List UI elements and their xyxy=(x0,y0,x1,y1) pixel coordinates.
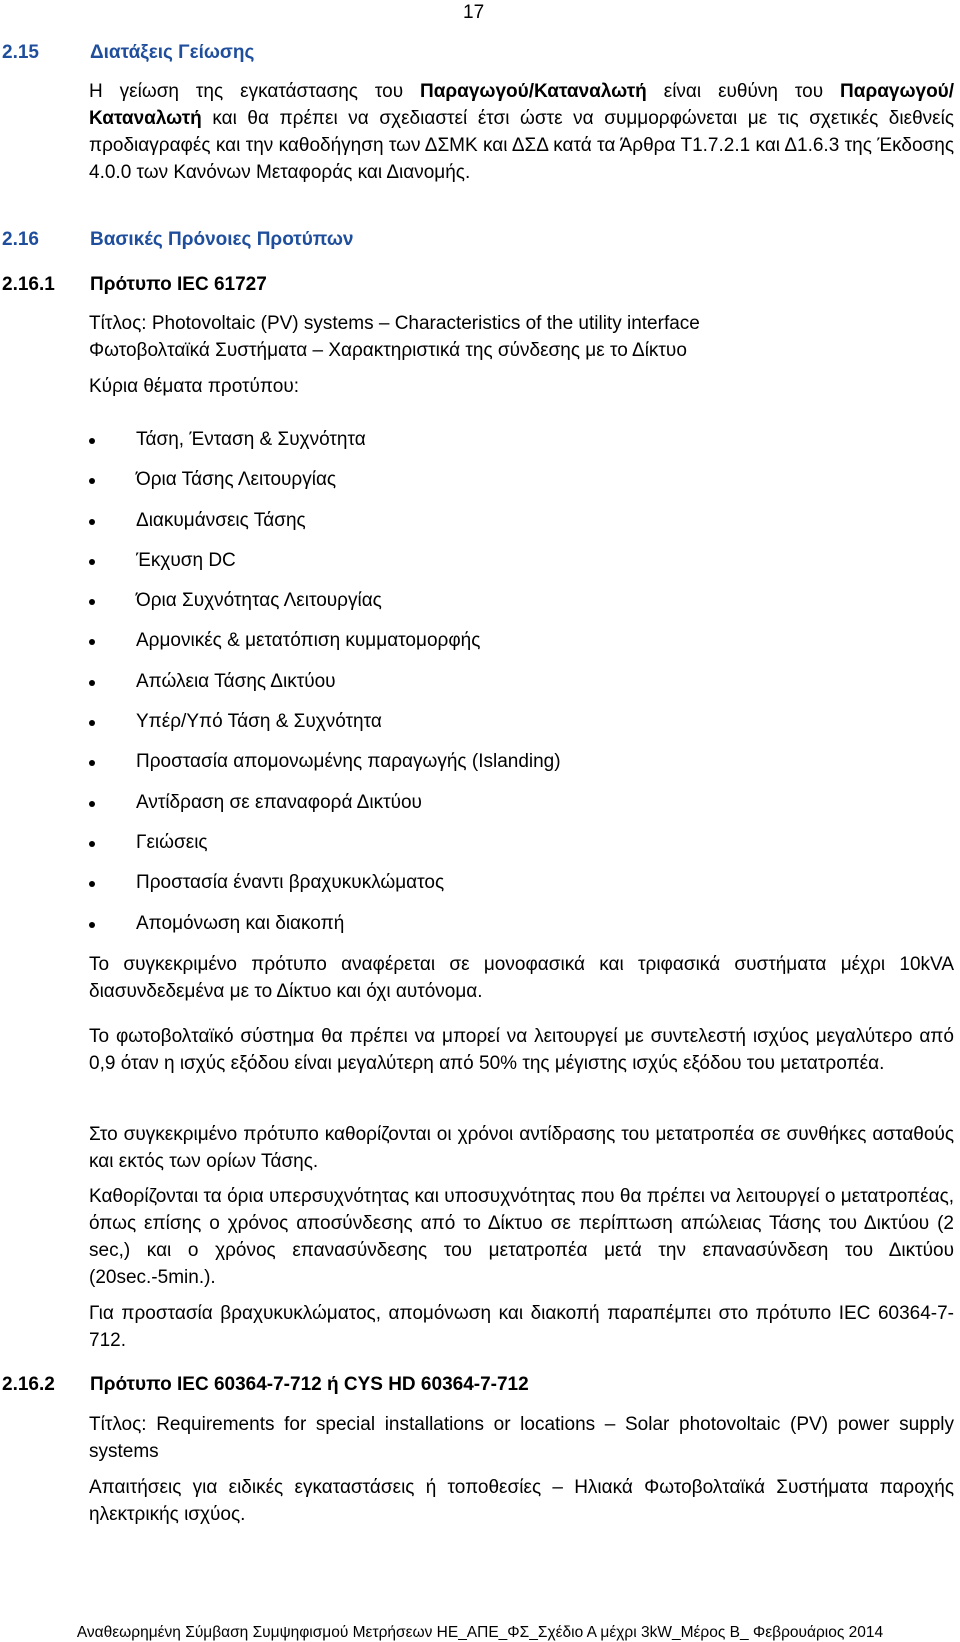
list-item: Απώλεια Τάσης Δικτύου xyxy=(89,668,561,708)
list-item: Τάση, Ένταση & Συχνότητα xyxy=(89,426,561,466)
bullet-icon xyxy=(89,922,95,928)
standard-title-en: Τίτλος: Photovoltaic (PV) systems – Characteristics of the utility interface xyxy=(89,313,700,334)
subsection-title: Πρότυπο IEC 60364-7-712 ή CYS HD 60364-7-712 xyxy=(90,1374,529,1395)
section-heading-2-16 xyxy=(2,229,353,251)
subsection-number: 2.16.2 xyxy=(2,1374,55,1395)
subsection-heading-2-16-2 xyxy=(2,1374,529,1396)
section-number: 2.15 xyxy=(2,42,39,63)
text-run: είναι ευθύνη του xyxy=(646,81,841,102)
subsection-heading-2-16-1 xyxy=(2,274,267,296)
page-footer: Αναθεωρημένη Σύμβαση Συμψηφισμού Μετρήσεων ΗΕ_ΑΠΕ_ΦΣ_Σχέδιο Α μέχρι 3kW_Μέρος Β_ Φεβρουάριος 2014 xyxy=(76,1624,884,1641)
bullet-icon xyxy=(89,478,95,484)
subsection-number: 2.16.1 xyxy=(2,274,55,295)
list-item: Προστασία απομονωμένης παραγωγής (Islanding) xyxy=(89,748,561,788)
bullet-icon xyxy=(89,680,95,686)
grounding-paragraph xyxy=(89,78,954,186)
list-item: Όρια Τάσης Λειτουργίας xyxy=(89,466,561,506)
frequency-limits-paragraph: Καθορίζονται τα όρια υπερσυχνότητας και υποσυχνότητας που θα πρέπει να λειτουργεί ο μετατροπέας, όπως επίσης ο χρόνος αποσύνδεσης από το Δίκτυο σε περίπτωση απώλειας Τάσης του Δικτύου (2 sec,) και ο χρόνος επανασύνδεσης του μετατροπέα μετά την επανασύνδεση του Δικτύου (20sec.-5min.). xyxy=(89,1186,954,1288)
topics-label: Κύρια θέματα προτύπου: xyxy=(89,376,300,397)
section-title: Βασικές Πρόνοιες Προτύπων xyxy=(90,229,354,250)
subsection-title: Πρότυπο IEC 61727 xyxy=(90,274,267,295)
bullet-icon xyxy=(89,720,95,726)
bullet-icon xyxy=(89,519,95,525)
list-item: Προστασία έναντι βραχυκυκλώματος xyxy=(89,869,561,909)
list-item: Όρια Συχνότητας Λειτουργίας xyxy=(89,587,561,627)
list-item: Γειώσεις xyxy=(89,829,561,869)
list-item: Αρμονικές & μετατόπιση κυμματομορφής xyxy=(89,627,561,667)
power-factor-paragraph: Το φωτοβολταϊκό σύστημα θα πρέπει να μπορεί να λειτουργεί με συντελεστή ισχύος μεγαλύτερο από 0,9 όταν η ισχύς εξόδου είναι μεγαλύτερη από 50% της μέγιστης ισχύς εξόδου του μετατροπέα. xyxy=(89,1026,954,1074)
bullet-icon xyxy=(89,841,95,847)
scope-paragraph: Το συγκεκριμένο πρότυπο αναφέρεται σε μονοφασικά και τριφασικά συστήματα μέχρι 10kVA διασυνδεδεμένα με το Δίκτυο και όχι αυτόνομα. xyxy=(89,954,954,1002)
response-time-paragraph: Στο συγκεκριμένο πρότυπο καθορίζονται οι χρόνοι αντίδρασης του μετατροπέα σε συνθήκες ασταθούς και εκτός των ορίων Τάσης. xyxy=(89,1124,954,1172)
list-item: Αντίδραση σε επαναφορά Δικτύου xyxy=(89,789,561,829)
section-heading-2-15 xyxy=(2,42,254,64)
standard-title-en: Τίτλος: Requirements for special installations or locations – Solar photovoltaic (PV) power supply systems xyxy=(89,1414,954,1462)
section-number: 2.16 xyxy=(2,229,39,250)
list-item: Διακυμάνσεις Τάσης xyxy=(89,507,561,547)
bullet-icon xyxy=(89,639,95,645)
bold-term: Παραγωγού/Καταναλωτή xyxy=(420,81,647,102)
text-run: Η γείωση της εγκατάστασης του xyxy=(89,81,421,102)
list-item: Απομόνωση και διακοπή xyxy=(89,910,561,950)
standard-title-gr: Φωτοβολταϊκά Συστήματα – Χαρακτηριστικά της σύνδεσης με το Δίκτυο xyxy=(89,340,687,361)
bullet-icon xyxy=(89,438,95,444)
section-title: Διατάξεις Γείωσης xyxy=(90,42,255,63)
bullet-icon xyxy=(89,559,95,565)
bullet-icon xyxy=(89,801,95,807)
list-item: Υπέρ/Υπό Τάση & Συχνότητα xyxy=(89,708,561,748)
bullet-icon xyxy=(89,881,95,887)
topics-list xyxy=(89,426,561,950)
short-circuit-paragraph: Για προστασία βραχυκυκλώματος, απομόνωση και διακοπή παραπέμπει στο πρότυπο IEC 60364-7-712. xyxy=(89,1303,954,1351)
bold-term: Παραγωγού/Καταναλωτή xyxy=(89,81,955,129)
bullet-icon xyxy=(89,760,95,766)
standard-title-gr: Απαιτήσεις για ειδικές εγκαταστάσεις ή τοποθεσίες – Ηλιακά Φωτοβολταϊκά Συστήματα παροχής ηλεκτρικής ισχύος. xyxy=(89,1477,954,1525)
bullet-icon xyxy=(89,599,95,605)
page-number: 17 xyxy=(463,2,485,23)
list-item: Έκχυση DC xyxy=(89,547,561,587)
text-run: και θα πρέπει να σχεδιαστεί έτσι ώστε να συμμορφώνεται με τις σχετικές διεθνείς προδιαγραφές και την καθοδήγηση των ΔΣΜΚ και ΔΣΔ κατά τα Άρθρα Τ1.7.2.1 και Δ1.6.3 της Έκδοσης 4.0.0 των Κανόνων Μεταφοράς και Διανομής. xyxy=(89,108,954,183)
